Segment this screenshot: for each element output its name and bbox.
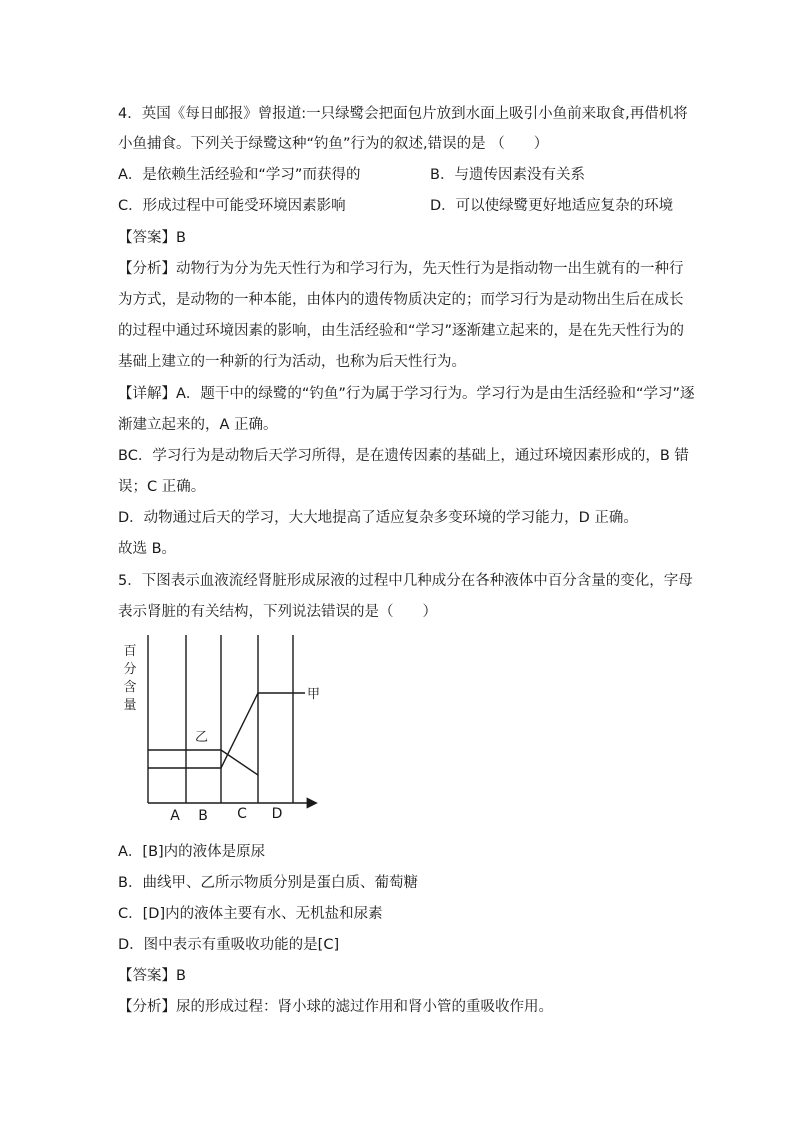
kidney-concentration-figure [115, 630, 335, 830]
q4-detail-line-1: 【详解】A．题干中的绿鹭的“钓鱼”行为属于学习行为。学习行为是由生活经验和“学习”逐 [118, 386, 695, 402]
q5-option-b: B．曲线甲、乙所示物质分别是蛋白质、葡萄糖 [118, 875, 418, 891]
curve-label-yi: 乙 [195, 730, 209, 745]
q4-answer: 【答案】B [118, 230, 186, 246]
q5-option-a: A．[B]内的液体是原尿 [118, 844, 266, 860]
q4-stem-line-1: 4．英国《每日邮报》曾报道:一只绿鹭会把面包片放到水面上吸引小鱼前来取食,再借机将 [118, 106, 688, 122]
curve-jia [148, 693, 305, 768]
x-label-b: B [198, 808, 208, 824]
q4-analysis-line-2: 为方式，是动物的一种本能，由体内的遗传物质决定的；而学习行为是动物出生后在成长 [118, 292, 684, 308]
y-axis-label-char-1: 百 [123, 644, 137, 659]
q4-stem-line-2: 小鱼捕食。下列关于绿鹭这种“钓鱼”行为的叙述,错误的是 （ ） [118, 136, 549, 152]
q4-analysis-line-1: 【分析】动物行为分为先天性行为和学习行为，先天性行为是指动物一出生就有的一种行 [118, 261, 684, 277]
q5-stem-line-1: 5．下图表示血液流经肾脏形成尿液的过程中几种成分在各种液体中百分含量的变化，字母 [118, 573, 693, 589]
q4-option-d: D．可以使绿鹭更好地适应复杂的环境 [430, 198, 674, 214]
curve-label-jia: 甲 [307, 687, 321, 702]
x-label-a: A [170, 808, 180, 824]
q4-option-b: B．与遗传因素没有关系 [430, 167, 585, 183]
q4-detail-line-3: BC．学习行为是动物后天学习所得，是在遗传因素的基础上，通过环境因素形成的，B 错 [118, 448, 689, 464]
q4-detail-line-2: 渐建立起来的，A 正确。 [118, 417, 278, 433]
x-label-d: D [271, 806, 283, 822]
y-axis-label-char-4: 量 [123, 698, 137, 713]
q4-analysis-line-3: 的过程中通过环境因素的影响，由生活经验和“学习”逐渐建立起来的，是在先天性行为的 [118, 323, 685, 339]
y-axis-label-char-3: 含 [123, 680, 137, 695]
q5-answer: 【答案】B [118, 968, 186, 984]
q4-option-c: C．形成过程中可能受环境因素影响 [118, 198, 346, 214]
q4-detail-line-6: 故选 B。 [118, 541, 177, 557]
q5-option-d: D．图中表示有重吸收功能的是[C] [118, 937, 340, 953]
q4-option-a: A．是依赖生活经验和“学习”而获得的 [118, 167, 361, 183]
q4-detail-line-5: D．动物通过后天的学习，大大地提高了适应复杂多变环境的学习能力，D 正确。 [118, 510, 638, 526]
q5-analysis: 【分析】尿的形成过程：肾小球的滤过作用和肾小管的重吸收作用。 [118, 999, 553, 1015]
y-axis-label-char-2: 分 [123, 662, 137, 677]
q5-stem-line-2: 表示肾脏的有关结构，下列说法错误的是（ ） [118, 604, 437, 620]
q4-analysis-line-4: 基础上建立的一种新的行为活动，也称为后天性行为。 [118, 354, 466, 370]
q4-detail-line-4: 误；C 正确。 [118, 479, 206, 495]
x-label-c: C [237, 806, 247, 822]
q5-option-c: C．[D]内的液体主要有水、无机盐和尿素 [118, 906, 383, 922]
curve-yi [148, 750, 258, 775]
